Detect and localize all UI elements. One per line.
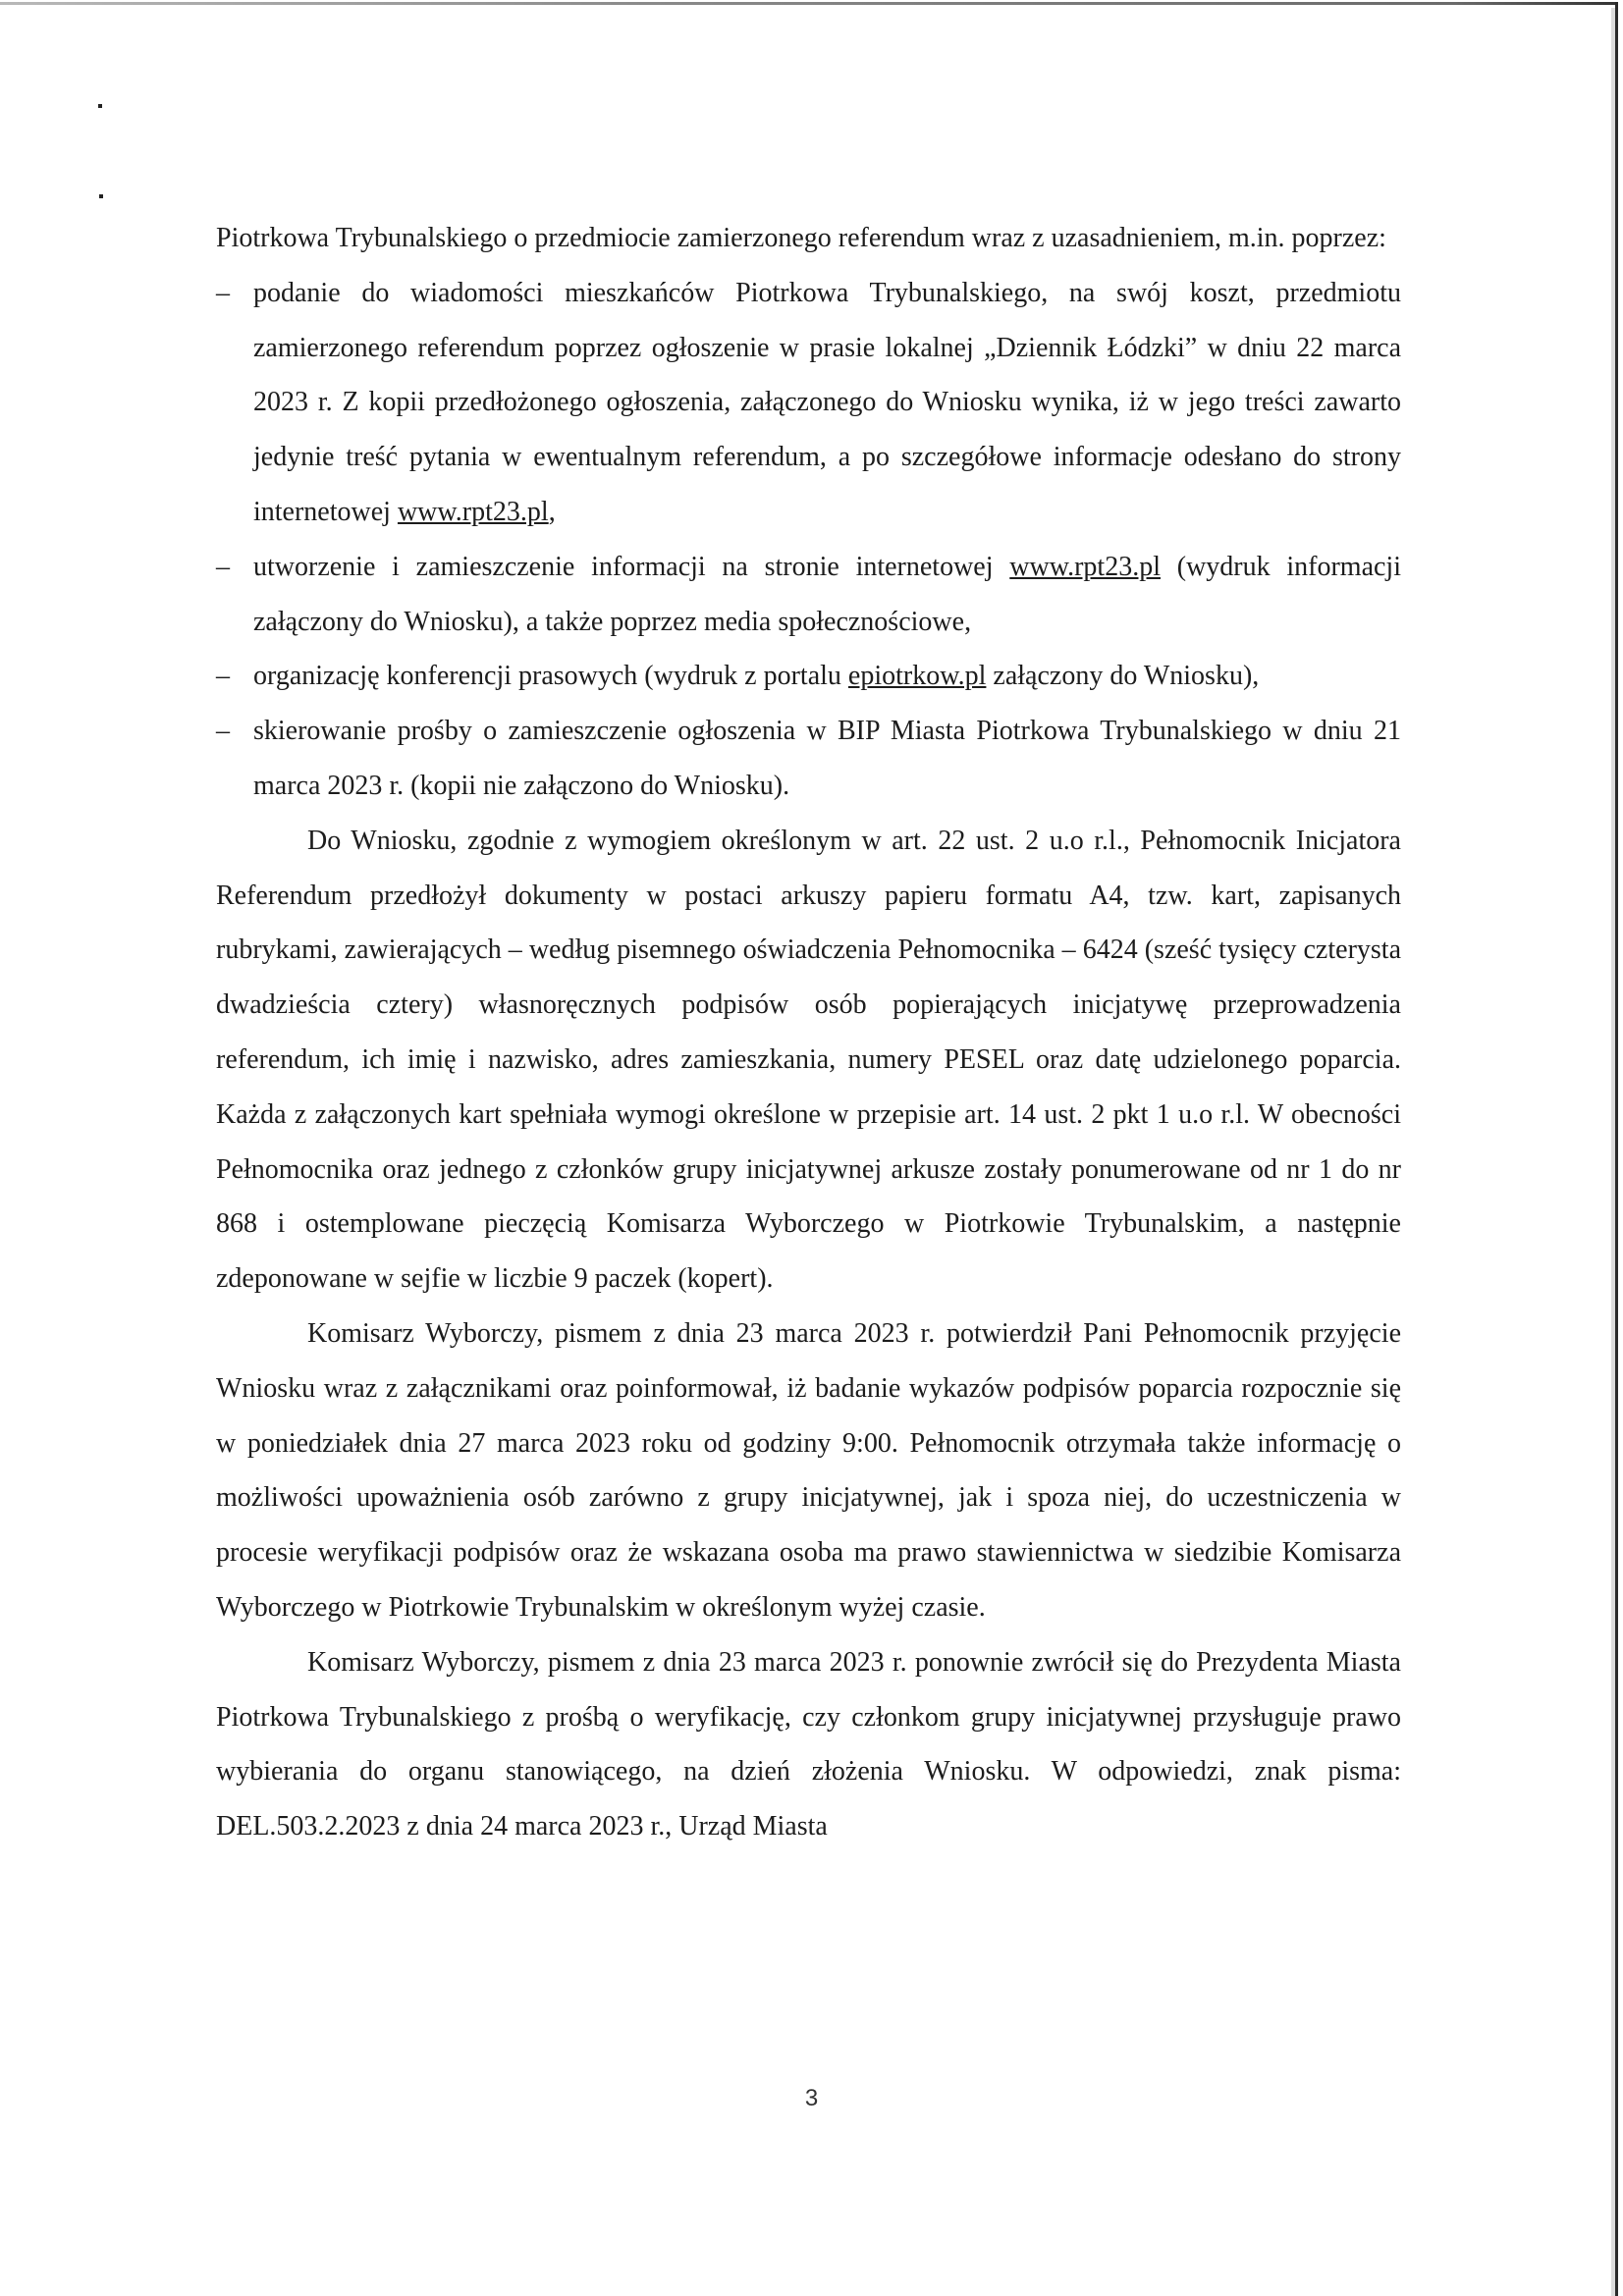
dash-marker: – <box>216 551 230 582</box>
bullet-text: utworzenie i zamieszczenie informacji na stronie internetowej <box>253 551 1010 582</box>
scan-speck <box>98 104 102 108</box>
bullet-text-end: , <box>548 496 556 527</box>
bullet-text: organizację konferencji prasowych (wydruk z portalu <box>253 661 848 692</box>
bullet-text: podanie do wiadomości mieszkańców Piotrkowa Trybunalskiego, na swój koszt, przedmiotu zamierzonego referendum poprzez ogłoszenie w prasie lokalnej „Dziennik Łódzki” w dniu 22 marca 2023 r. Z kopii przedłożonego ogłoszenia, załączonego do Wniosku wynika, iż w jego treści zawarto jedynie treść pytania w ewentualnym referendum, a po szczegółowe informacje odesłano do strony internetowej <box>253 277 1401 527</box>
website-link[interactable]: www.rpt23.pl <box>1009 551 1161 582</box>
bullet-text: skierowanie prośby o zamieszczenie ogłoszenia w BIP Miasta Piotrkowa Trybunalskiego w dniu 21 marca 2023 r. (kopii nie załączono do Wniosku). <box>253 716 1401 801</box>
bullet-item <box>216 266 1401 540</box>
bullet-item <box>216 704 1401 814</box>
dash-marker: – <box>216 716 230 747</box>
opening-paragraph: Piotrkowa Trybunalskiego o przedmiocie zamierzonego referendum wraz z uzasadnieniem, m.in. poprzez: <box>216 223 1386 253</box>
scan-speck <box>99 194 103 198</box>
dash-marker: – <box>216 277 230 308</box>
website-link[interactable]: www.rpt23.pl <box>397 496 549 527</box>
bullet-text-end: (wydruk informacji załączony do Wniosku), a także poprzez media społecznościowe, <box>253 551 1401 637</box>
portal-link[interactable]: epiotrkow.pl <box>847 661 987 692</box>
paragraph-submission: Do Wniosku, zgodnie z wymogiem określonym w art. 22 ust. 2 u.o r.l., Pełnomocnik Inicjatora Referendum przedłożył dokumenty w postaci arkuszy papieru formatu A4, tzw. kart, zapisanych rubrykami, zawierających – według pisemnego oświadczenia Pełnomocnika – 6424 (sześć tysięcy czterysta dwadzieścia cztery) własnoręcznych podpisów osób popierających inicjatywę przeprowadzenia referendum, ich imię i nazwisko, adres zamieszkania, numery PESEL oraz datę udzielonego poparcia. Każda z załączonych kart spełniała wymogi określone w przepisie art. 14 ust. 2 pkt 1 u.o r.l. W obecności Pełnomocnika oraz jednego z członków grupy inicjatywnej arkusze zostały ponumerowane od nr 1 do nr 868 i ostemplowane pieczęcią Komisarza Wyborczego w Piotrkowie Trybunalskim, a następnie zdeponowane w sejfie w liczbie 9 paczek (kopert). <box>216 825 1401 1295</box>
paragraph-verification: Komisarz Wyborczy, pismem z dnia 23 marca 2023 r. ponownie zwrócił się do Prezydenta Miasta Piotrkowa Trybunalskiego z prośbą o weryfikację, czy członkom grupy inicjatywnej przysługuje prawo wybierania do organu stanowiącego, na dzień złożenia Wniosku. W odpowiedzi, znak pisma: DEL.503.2.2023 z dnia 24 marca 2023 r., Urząd Miasta <box>216 1646 1401 1842</box>
paragraph-confirmation: Komisarz Wyborczy, pismem z dnia 23 marca 2023 r. potwierdził Pani Pełnomocnik przyjęcie Wniosku wraz z załącznikami oraz poinformował, iż badanie wykazów podpisów poparcia rozpocznie się w poniedziałek dnia 27 marca 2023 roku od godziny 9:00. Pełnomocnik otrzymała także informację o możliwości upoważnienia osób zarówno z grupy inicjatywnej, jak i spoza niej, do uczestniczenia w procesie weryfikacji podpisów oraz że wskazana osoba ma prawo stawiennictwa w siedzibie Komisarza Wyborczego w Piotrkowie Trybunalskim w określonym wyżej czasie. <box>216 1317 1401 1623</box>
scan-edge-top <box>0 2 1616 5</box>
bullet-item <box>216 540 1401 650</box>
bullet-text-end: załączony do Wniosku), <box>986 661 1260 692</box>
page-body <box>216 211 1401 1854</box>
page-number: 3 <box>804 2085 819 2111</box>
bullet-list <box>216 266 1401 814</box>
bullet-item <box>216 649 1401 704</box>
scan-edge-right <box>1615 2 1618 2296</box>
dash-marker: – <box>216 661 230 692</box>
